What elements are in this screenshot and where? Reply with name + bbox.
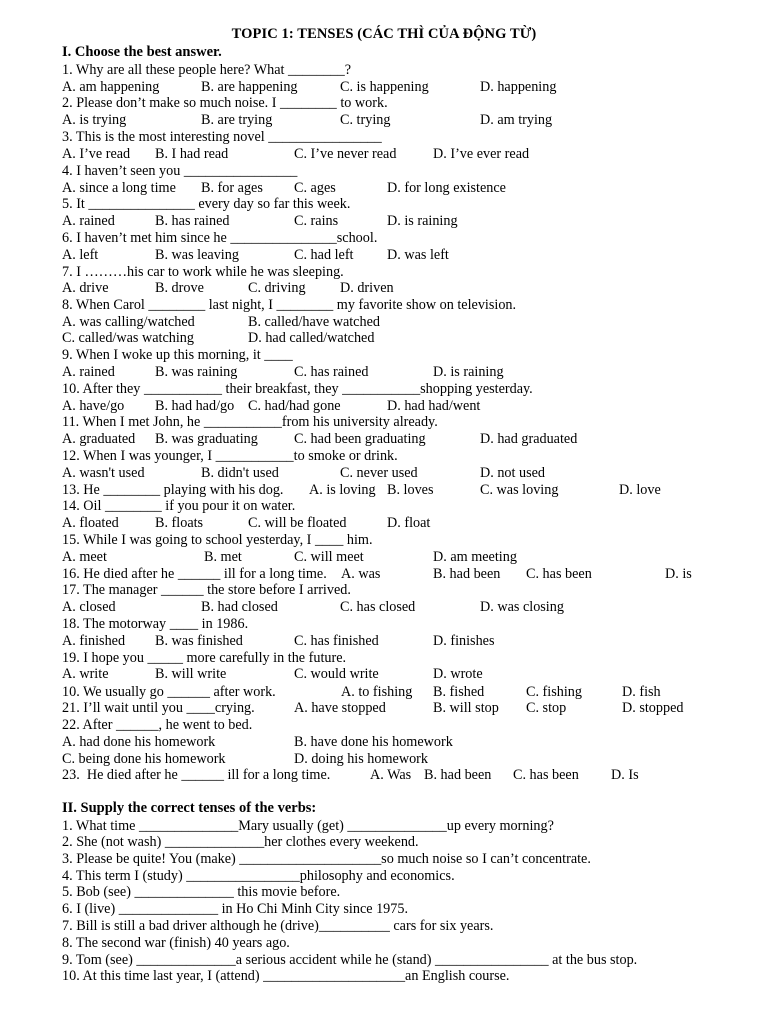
section1-heading: I. Choose the best answer.: [62, 44, 222, 60]
option-7a: A. drive: [62, 280, 109, 296]
verb-item-8: 8. The second war (finish) 40 years ago.: [62, 935, 290, 951]
option-1c: C. is happening: [340, 79, 429, 95]
option-19a: A. write: [62, 666, 109, 682]
option-12c: C. never used: [340, 465, 418, 481]
option-3a: A. I’ve read: [62, 146, 131, 162]
option-12b: B. didn't used: [201, 465, 279, 481]
option-17a: A. closed: [62, 599, 116, 615]
option-22d: D. doing his homework: [294, 751, 428, 767]
section2-heading: II. Supply the correct tenses of the verbs:: [62, 800, 317, 816]
verb-item-7: 7. Bill is still a bad driver although he (drive)__________ cars for six years.: [62, 918, 494, 934]
question-18: 18. The motorway ____ in 1986.: [62, 616, 249, 632]
question-17: 17. The manager ______ the store before I arrived.: [62, 582, 351, 598]
option-5d: D. is raining: [387, 213, 458, 229]
option-7b: B. drove: [155, 280, 204, 296]
option-21c: C. stop: [526, 700, 567, 716]
option-1d: D. happening: [480, 79, 557, 95]
option-16d: D. is: [665, 566, 692, 582]
option-16a: A. was: [341, 566, 381, 582]
option-22c: C. being done his homework: [62, 751, 226, 767]
option-5c: C. rains: [294, 213, 339, 229]
option-3c: C. I’ve never read: [294, 146, 397, 162]
worksheet-title: TOPIC 1: TENSES (CÁC THÌ CỦA ĐỘNG TỪ): [231, 26, 537, 42]
option-5a: A. rained: [62, 213, 115, 229]
option-8b: B. called/have watched: [248, 314, 380, 330]
verb-item-3: 3. Please be quite! You (make) ____________________so much noise so I can’t concentrate.: [62, 851, 591, 867]
question-1: 1. Why are all these people here? What ________?: [62, 62, 352, 78]
option-10c: C. had/had gone: [248, 398, 341, 414]
option-9b: B. was raining: [155, 364, 238, 380]
question-19: 19. I hope you _____ more carefully in the future.: [62, 650, 347, 666]
option-8c: C. called/was watching: [62, 330, 194, 346]
option-17b: B. had closed: [201, 599, 278, 615]
option-6d: D. was left: [387, 247, 449, 263]
option-9a: A. rained: [62, 364, 115, 380]
option-22a: A. had done his homework: [62, 734, 216, 750]
verb-item-9: 9. Tom (see) ______________a serious accident while he (stand) ________________ at the bus stop.: [62, 952, 638, 968]
option-3b: B. I had read: [155, 146, 229, 162]
option-11a: A. graduated: [62, 431, 136, 447]
verb-item-2: 2. She (not wash) ______________her clothes every weekend.: [62, 834, 419, 850]
option-2b: B. are trying: [201, 112, 273, 128]
option-13a: A. is loving: [309, 482, 376, 498]
verb-item-6: 6. I (live) ______________ in Ho Chi Minh City since 1975.: [62, 901, 409, 917]
option-1b: B. are happening: [201, 79, 298, 95]
option-14c: C. will be floated: [248, 515, 347, 531]
option-19d: D. wrote: [433, 666, 483, 682]
option-14b: B. floats: [155, 515, 204, 531]
option-16c: C. has been: [526, 566, 592, 582]
question-16: 16. He died after he ______ ill for a long time.: [62, 566, 327, 582]
question-14: 14. Oil ________ if you pour it on water.: [62, 498, 296, 514]
option-2d: D. am trying: [480, 112, 553, 128]
option-20d: D. fish: [622, 684, 661, 700]
option-1a: A. am happening: [62, 79, 160, 95]
option-14d: D. float: [387, 515, 431, 531]
option-20b: B. fished: [433, 684, 485, 700]
option-4a: A. since a long time: [62, 180, 176, 196]
question-21: 21. I’ll wait until you ____crying.: [62, 700, 255, 716]
question-11: 11. When I met John, he ___________from his university already.: [62, 414, 438, 430]
option-9c: C. has rained: [294, 364, 369, 380]
option-10a: A. have/go: [62, 398, 125, 414]
option-20a: A. to fishing: [341, 684, 413, 700]
question-4: 4. I haven’t seen you ________________: [62, 163, 298, 179]
question-3: 3. This is the most interesting novel ________________: [62, 129, 382, 145]
option-23a: A. Was: [370, 767, 412, 783]
option-17c: C. has closed: [340, 599, 416, 615]
option-12a: A. wasn't used: [62, 465, 145, 481]
option-8d: D. had called/watched: [248, 330, 375, 346]
question-7: 7. I ………his car to work while he was sleeping.: [62, 264, 344, 280]
option-10b: B. had had/go: [155, 398, 235, 414]
option-19c: C. would write: [294, 666, 379, 682]
option-6b: B. was leaving: [155, 247, 239, 263]
option-2a: A. is trying: [62, 112, 127, 128]
option-18c: C. has finished: [294, 633, 379, 649]
question-15: 15. While I was going to school yesterday, I ____ him.: [62, 532, 373, 548]
question-22: 22. After ______, he went to bed.: [62, 717, 253, 733]
option-21b: B. will stop: [433, 700, 499, 716]
verb-item-1: 1. What time ______________Mary usually (get) ______________up every morning?: [62, 818, 554, 834]
option-7c: C. driving: [248, 280, 306, 296]
option-8a: A. was calling/watched: [62, 314, 195, 330]
option-18d: D. finishes: [433, 633, 495, 649]
question-12: 12. When I was younger, I ___________to smoke or drink.: [62, 448, 398, 464]
verb-item-5: 5. Bob (see) ______________ this movie before.: [62, 884, 341, 900]
option-9d: D. is raining: [433, 364, 504, 380]
option-13c: C. was loving: [480, 482, 559, 498]
option-15d: D. am meeting: [433, 549, 517, 565]
option-15b: B. met: [204, 549, 242, 565]
option-18b: B. was finished: [155, 633, 243, 649]
option-2c: C. trying: [340, 112, 391, 128]
option-15a: A. meet: [62, 549, 107, 565]
question-6: 6. I haven’t met him since he _______________school.: [62, 230, 378, 246]
option-4d: D. for long existence: [387, 180, 506, 196]
verb-item-4: 4. This term I (study) ________________philosophy and economics.: [62, 868, 455, 884]
option-23b: B. had been: [424, 767, 492, 783]
question-2: 2. Please don’t make so much noise. I ________ to work.: [62, 95, 388, 111]
option-3d: D. I’ve ever read: [433, 146, 530, 162]
option-14a: A. floated: [62, 515, 119, 531]
option-11d: D. had graduated: [480, 431, 578, 447]
option-7d: D. driven: [340, 280, 394, 296]
option-11c: C. had been graduating: [294, 431, 426, 447]
question-8: 8. When Carol ________ last night, I ________ my favorite show on television.: [62, 297, 517, 313]
option-6c: C. had left: [294, 247, 354, 263]
option-15c: C. will meet: [294, 549, 364, 565]
option-11b: B. was graduating: [155, 431, 258, 447]
option-21a: A. have stopped: [294, 700, 386, 716]
option-6a: A. left: [62, 247, 99, 263]
option-19b: B. will write: [155, 666, 227, 682]
option-18a: A. finished: [62, 633, 126, 649]
question-9: 9. When I woke up this morning, it ____: [62, 347, 293, 363]
option-17d: D. was closing: [480, 599, 564, 615]
option-23c: C. has been: [513, 767, 579, 783]
option-23d: D. Is: [611, 767, 639, 783]
question-13: 13. He ________ playing with his dog.: [62, 482, 284, 498]
option-21d: D. stopped: [622, 700, 684, 716]
verb-item-10: 10. At this time last year, I (attend) ____________________an English course.: [62, 968, 510, 984]
option-16b: B. had been: [433, 566, 501, 582]
question-5: 5. It _______________ every day so far this week.: [62, 196, 351, 212]
option-13b: B. loves: [387, 482, 434, 498]
question-23: 23. He died after he ______ ill for a long time.: [62, 767, 331, 783]
question-20: 10. We usually go ______ after work.: [62, 684, 276, 700]
option-10d: D. had had/went: [387, 398, 481, 414]
option-22b: B. have done his homework: [294, 734, 453, 750]
option-12d: D. not used: [480, 465, 546, 481]
option-20c: C. fishing: [526, 684, 582, 700]
option-13d: D. love: [619, 482, 661, 498]
question-10: 10. After they ___________ their breakfast, they ___________shopping yesterday.: [62, 381, 533, 397]
option-4c: C. ages: [294, 180, 336, 196]
option-4b: B. for ages: [201, 180, 263, 196]
option-5b: B. has rained: [155, 213, 230, 229]
